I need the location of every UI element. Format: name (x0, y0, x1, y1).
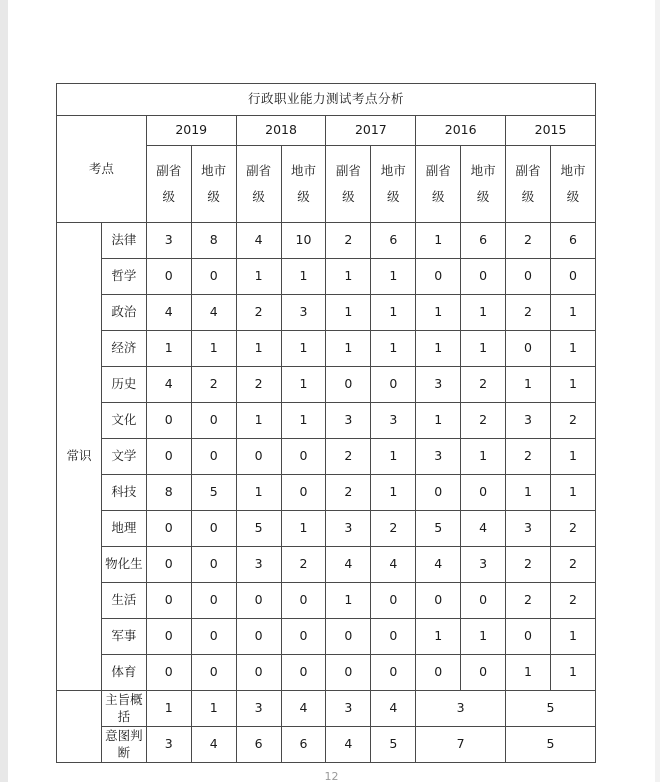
data-cell: 1 (326, 583, 371, 619)
row-group-label (57, 691, 102, 763)
data-cell: 5 (236, 511, 281, 547)
table-row (57, 259, 596, 295)
level-line-2: 级 (297, 189, 310, 204)
data-cell: 1 (281, 259, 326, 295)
data-cell: 1 (416, 403, 461, 439)
level-line-1: 地市 (290, 163, 316, 179)
level-line-2: 级 (162, 189, 176, 204)
data-cell-merged: 5 (506, 691, 596, 727)
data-cell: 0 (191, 655, 236, 691)
data-cell: 1 (550, 439, 595, 475)
data-cell: 2 (550, 403, 595, 439)
table-row (57, 619, 596, 655)
table-row (57, 691, 596, 727)
table-row (57, 511, 596, 547)
data-cell: 1 (236, 331, 281, 367)
page-edge-left-shadow (0, 0, 8, 782)
data-cell: 2 (506, 223, 551, 259)
table-row (57, 583, 596, 619)
data-cell: 4 (461, 511, 506, 547)
table-row (57, 655, 596, 691)
data-cell: 2 (506, 583, 551, 619)
data-cell: 1 (371, 475, 416, 511)
data-cell-merged: 3 (416, 691, 506, 727)
data-cell: 0 (146, 259, 191, 295)
level-line-2: 级 (521, 189, 535, 204)
data-cell: 0 (326, 619, 371, 655)
data-cell: 2 (236, 367, 281, 403)
data-cell: 4 (191, 295, 236, 331)
level-header-2018-municipal (281, 146, 326, 223)
data-cell: 0 (236, 439, 281, 475)
table-row (57, 439, 596, 475)
data-cell: 3 (371, 403, 416, 439)
data-cell: 4 (326, 727, 371, 763)
data-cell: 1 (236, 475, 281, 511)
year-header-2017: 2017 (326, 116, 416, 146)
row-group-label: 常识 (57, 223, 102, 691)
data-cell: 3 (506, 511, 551, 547)
data-cell: 0 (146, 619, 191, 655)
data-cell: 0 (416, 475, 461, 511)
row-label: 法律 (101, 223, 146, 259)
level-header-2016-provincial (416, 146, 461, 223)
data-cell: 2 (550, 583, 595, 619)
row-label: 科技 (101, 475, 146, 511)
row-label: 文化 (101, 403, 146, 439)
data-cell-merged: 7 (416, 727, 506, 763)
data-cell: 6 (461, 223, 506, 259)
data-cell: 1 (236, 259, 281, 295)
row-label: 经济 (101, 331, 146, 367)
data-cell-merged: 5 (506, 727, 596, 763)
year-header-2018: 2018 (236, 116, 326, 146)
level-line-2: 级 (566, 189, 580, 204)
data-cell: 6 (281, 727, 326, 763)
data-cell: 2 (550, 547, 595, 583)
table-row (57, 295, 596, 331)
data-cell: 0 (191, 403, 236, 439)
page-edge-right-shadow (655, 0, 660, 782)
data-cell: 2 (371, 511, 416, 547)
row-label: 文学 (101, 439, 146, 475)
data-cell: 1 (236, 403, 281, 439)
row-label: 哲学 (101, 259, 146, 295)
year-header-2016: 2016 (416, 116, 506, 146)
data-cell: 2 (461, 367, 506, 403)
data-cell: 3 (326, 403, 371, 439)
level-line-1: 地市 (560, 163, 586, 179)
data-cell: 0 (146, 403, 191, 439)
level-line-1: 副省 (335, 163, 361, 179)
data-cell: 4 (371, 547, 416, 583)
data-cell: 4 (416, 547, 461, 583)
table-title: 行政职业能力测试考点分析 (57, 84, 596, 116)
row-label: 地理 (101, 511, 146, 547)
data-cell: 1 (416, 331, 461, 367)
data-cell: 2 (191, 367, 236, 403)
data-cell: 1 (326, 295, 371, 331)
data-cell: 2 (326, 475, 371, 511)
year-header-2015: 2015 (506, 116, 596, 146)
data-cell: 0 (416, 583, 461, 619)
data-cell: 2 (281, 547, 326, 583)
data-cell: 1 (461, 439, 506, 475)
data-cell: 1 (326, 259, 371, 295)
data-cell: 8 (146, 475, 191, 511)
data-cell: 3 (416, 367, 461, 403)
data-cell: 3 (326, 511, 371, 547)
data-cell: 0 (236, 583, 281, 619)
data-cell: 0 (146, 655, 191, 691)
data-cell: 0 (281, 475, 326, 511)
table-row (57, 403, 596, 439)
data-cell: 2 (550, 511, 595, 547)
data-cell: 0 (550, 259, 595, 295)
data-cell: 1 (146, 331, 191, 367)
level-line-2: 级 (252, 189, 265, 204)
data-cell: 1 (550, 475, 595, 511)
level-header-2016-municipal (461, 146, 506, 223)
level-header-2019-municipal (191, 146, 236, 223)
data-cell: 0 (281, 439, 326, 475)
analysis-table-container (56, 83, 596, 763)
data-cell: 0 (191, 619, 236, 655)
data-cell: 0 (191, 259, 236, 295)
data-cell: 1 (371, 439, 416, 475)
data-cell: 3 (236, 547, 281, 583)
data-cell: 3 (146, 727, 191, 763)
data-cell: 1 (461, 619, 506, 655)
data-cell: 1 (281, 403, 326, 439)
level-header-2017-provincial (326, 146, 371, 223)
data-cell: 1 (416, 223, 461, 259)
table-row (57, 331, 596, 367)
row-label: 政治 (101, 295, 146, 331)
data-cell: 0 (326, 655, 371, 691)
data-cell: 8 (191, 223, 236, 259)
data-cell: 1 (550, 295, 595, 331)
data-cell: 2 (506, 295, 551, 331)
data-cell: 0 (416, 655, 461, 691)
data-cell: 0 (371, 367, 416, 403)
data-cell: 0 (506, 619, 551, 655)
data-cell: 4 (371, 691, 416, 727)
data-cell: 1 (461, 295, 506, 331)
data-cell: 1 (281, 367, 326, 403)
row-label: 生活 (101, 583, 146, 619)
data-cell: 0 (146, 511, 191, 547)
data-cell: 0 (236, 655, 281, 691)
data-cell: 1 (191, 691, 236, 727)
data-cell: 1 (461, 331, 506, 367)
data-cell: 1 (506, 655, 551, 691)
data-cell: 1 (371, 259, 416, 295)
data-cell: 0 (146, 583, 191, 619)
exam-point-analysis-table (56, 83, 596, 763)
data-cell: 3 (236, 691, 281, 727)
data-cell: 4 (191, 727, 236, 763)
data-cell: 0 (506, 259, 551, 295)
data-cell: 5 (371, 727, 416, 763)
table-row (57, 727, 596, 763)
data-cell: 1 (371, 331, 416, 367)
data-cell: 0 (371, 619, 416, 655)
row-label: 军事 (101, 619, 146, 655)
data-cell: 4 (281, 691, 326, 727)
data-cell: 0 (506, 331, 551, 367)
data-cell: 0 (461, 655, 506, 691)
data-cell: 5 (191, 475, 236, 511)
data-cell: 0 (146, 439, 191, 475)
data-cell: 1 (550, 619, 595, 655)
data-cell: 0 (191, 547, 236, 583)
data-cell: 1 (550, 655, 595, 691)
year-header-row (57, 116, 596, 146)
data-cell: 0 (461, 475, 506, 511)
level-line-2: 级 (207, 189, 220, 204)
data-cell: 5 (416, 511, 461, 547)
data-cell: 2 (506, 439, 551, 475)
data-cell: 2 (461, 403, 506, 439)
data-cell: 1 (326, 331, 371, 367)
data-cell: 0 (236, 619, 281, 655)
data-cell: 1 (550, 331, 595, 367)
table-row (57, 475, 596, 511)
table-title-row (57, 84, 596, 116)
data-cell: 1 (281, 331, 326, 367)
row-label: 历史 (101, 367, 146, 403)
data-cell: 0 (281, 655, 326, 691)
level-line-2: 级 (387, 189, 400, 204)
row-label: 主旨概括 (101, 691, 146, 727)
data-cell: 0 (191, 511, 236, 547)
data-cell: 0 (416, 259, 461, 295)
row-header-label: 考点 (57, 116, 147, 223)
data-cell: 6 (371, 223, 416, 259)
data-cell: 0 (371, 583, 416, 619)
data-cell: 2 (506, 547, 551, 583)
data-cell: 4 (236, 223, 281, 259)
table-row (57, 547, 596, 583)
level-line-1: 地市 (380, 163, 406, 179)
data-cell: 4 (326, 547, 371, 583)
data-cell: 0 (461, 259, 506, 295)
level-line-1: 地市 (201, 163, 227, 179)
data-cell: 1 (371, 295, 416, 331)
data-cell: 3 (506, 403, 551, 439)
level-line-2: 级 (476, 189, 490, 204)
row-label: 体育 (101, 655, 146, 691)
data-cell: 1 (146, 691, 191, 727)
data-cell: 1 (416, 619, 461, 655)
table-row (57, 223, 596, 259)
data-cell: 1 (506, 475, 551, 511)
data-cell: 3 (281, 295, 326, 331)
data-cell: 1 (281, 511, 326, 547)
level-line-1: 副省 (515, 163, 541, 179)
table-body (57, 84, 596, 763)
data-cell: 1 (416, 295, 461, 331)
data-cell: 1 (506, 367, 551, 403)
level-line-2: 级 (431, 189, 445, 204)
data-cell: 0 (371, 655, 416, 691)
data-cell: 0 (281, 619, 326, 655)
data-cell: 0 (461, 583, 506, 619)
data-cell: 1 (550, 367, 595, 403)
level-line-1: 副省 (425, 163, 451, 179)
data-cell: 0 (191, 583, 236, 619)
level-header-2018-provincial (236, 146, 281, 223)
row-label: 物化生 (101, 547, 146, 583)
data-cell: 2 (326, 223, 371, 259)
document-page (8, 0, 655, 782)
data-cell: 4 (146, 367, 191, 403)
level-header-2019-provincial (146, 146, 191, 223)
level-header-2017-municipal (371, 146, 416, 223)
data-cell: 6 (236, 727, 281, 763)
data-cell: 3 (146, 223, 191, 259)
level-line-2: 级 (342, 189, 355, 204)
data-cell: 3 (416, 439, 461, 475)
data-cell: 0 (281, 583, 326, 619)
data-cell: 1 (191, 331, 236, 367)
page-number: 12 (324, 770, 339, 782)
data-cell: 6 (550, 223, 595, 259)
data-cell: 0 (146, 547, 191, 583)
data-cell: 0 (326, 367, 371, 403)
data-cell: 4 (146, 295, 191, 331)
level-line-1: 地市 (470, 163, 496, 179)
data-cell: 2 (326, 439, 371, 475)
year-header-2019: 2019 (146, 116, 236, 146)
data-cell: 3 (461, 547, 506, 583)
level-line-1: 副省 (246, 163, 272, 179)
data-cell: 10 (281, 223, 326, 259)
data-cell: 0 (191, 439, 236, 475)
row-label: 意图判断 (101, 727, 146, 763)
level-header-2015-provincial (506, 146, 551, 223)
data-cell: 2 (236, 295, 281, 331)
data-cell: 3 (326, 691, 371, 727)
level-header-2015-municipal (550, 146, 595, 223)
table-row (57, 367, 596, 403)
level-line-1: 副省 (156, 163, 182, 179)
